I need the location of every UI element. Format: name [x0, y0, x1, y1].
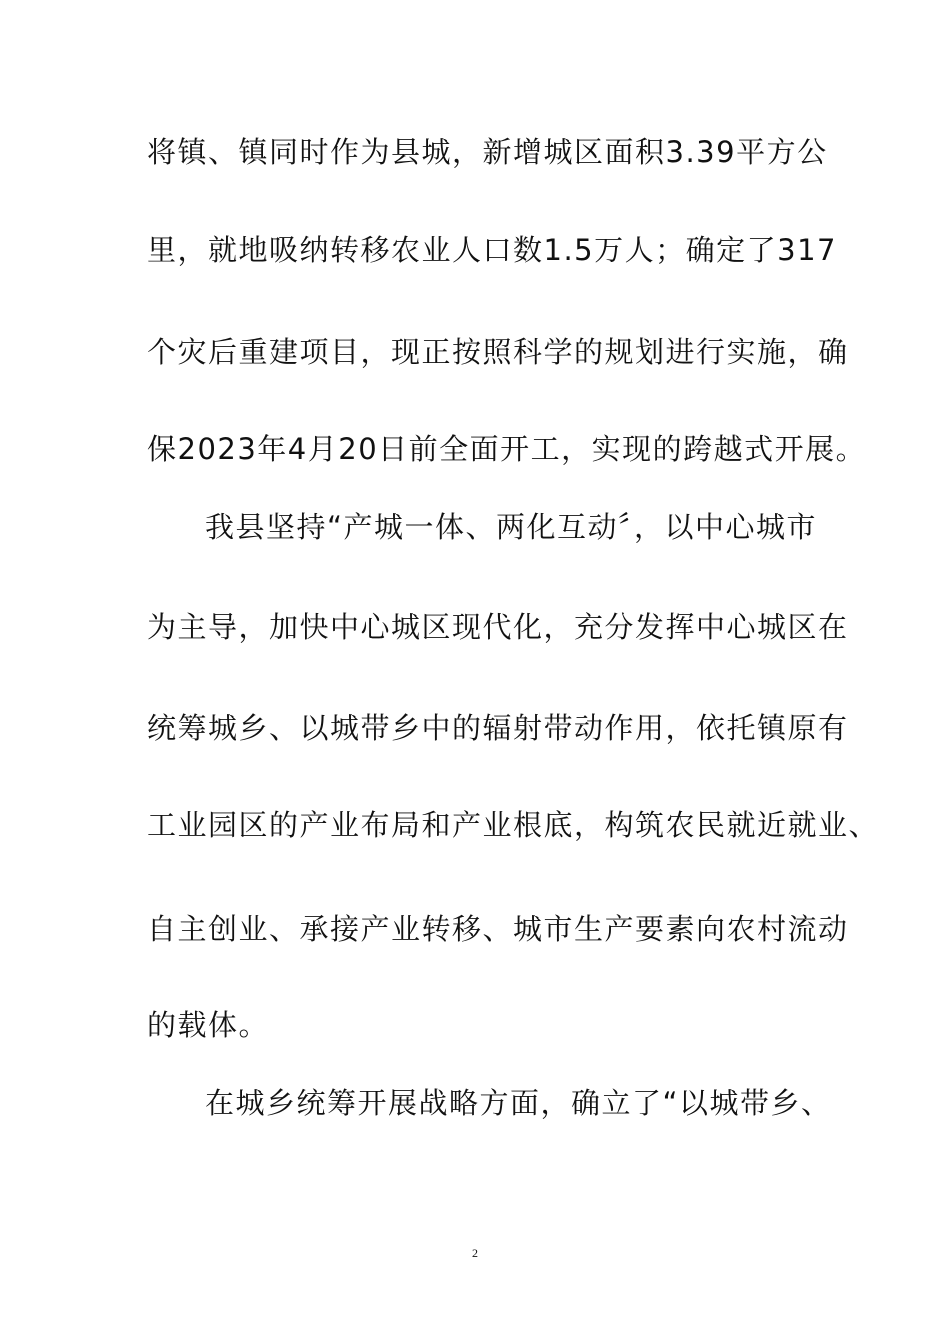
text-line-3: 个灾后重建项目，现正按照科学的规划进行实施，确	[147, 335, 849, 369]
paragraph-2-line-1: 我县坚持“产城一体、两化互动〞，以中心城市	[205, 510, 818, 544]
text-line-6: 为主导，加快中心城区现代化，充分发挥中心城区在	[147, 610, 849, 644]
paragraph-3-line-1: 在城乡统筹开展战略方面，确立了“以城带乡、	[205, 1086, 832, 1120]
text-line-9: 自主创业、承接产业转移、城市生产要素向农村流动	[147, 912, 849, 946]
text-line-7: 统筹城乡、以城带乡中的辐射带动作用，依托镇原有	[147, 711, 849, 745]
text-line-1: 将镇、镇同时作为县城，新增城区面积3.39平方公	[147, 135, 828, 169]
text-line-2: 里，就地吸纳转移农业人口数1.5万人；确定了317	[147, 233, 837, 267]
text-line-10: 的载体。	[147, 1008, 270, 1042]
page-number: 2	[472, 1246, 478, 1260]
text-line-4: 保2023年4月20日前全面开工，实现的跨越式开展。	[147, 432, 867, 466]
text-line-8: 工业园区的产业布局和产业根底，构筑农民就近就业、	[147, 808, 880, 842]
